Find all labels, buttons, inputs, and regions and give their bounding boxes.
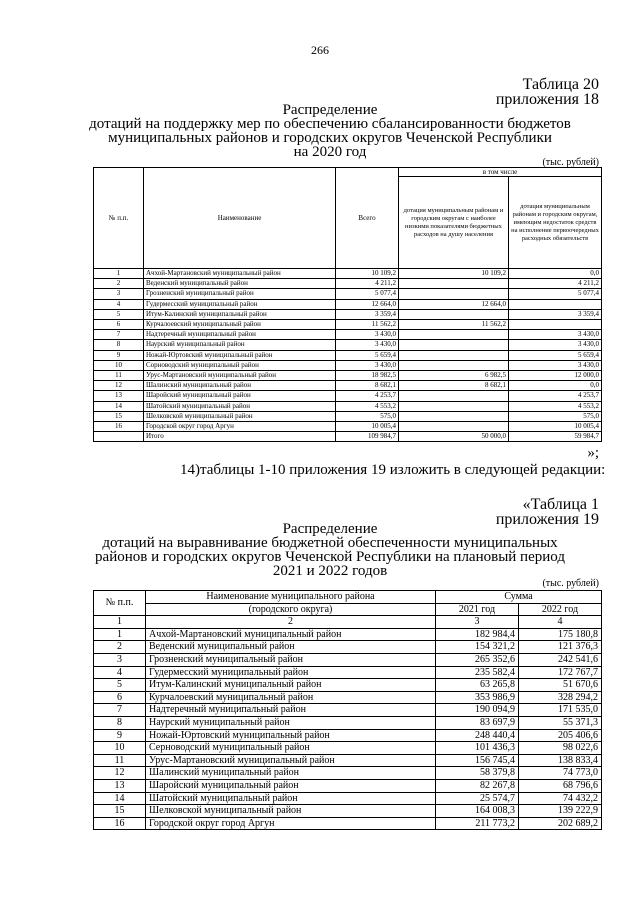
cell-col-a (399, 340, 509, 350)
cell-col-a (399, 401, 509, 411)
cell-col-b: 5 659,4 (509, 350, 602, 360)
cell-col-b: 3 430,0 (509, 330, 602, 340)
cell-num: 14 (94, 792, 146, 805)
cell-total: 109 984,7 (336, 432, 399, 442)
cell-col-b: 0,0 (509, 381, 602, 391)
cell-2021: 211 773,2 (436, 817, 519, 830)
cell-2022: 51 670,6 (519, 679, 602, 692)
table-row (94, 641, 602, 654)
cell-col-a (399, 411, 509, 421)
cell-name: Сорноводский муниципальный район (144, 360, 336, 370)
cell-col-b: 12 000,0 (509, 371, 602, 381)
cell-num: 8 (94, 716, 146, 729)
cell-2021: 156 745,4 (436, 754, 519, 767)
cell-num (94, 432, 144, 442)
table-row (94, 350, 602, 360)
cell-num: 2 (94, 279, 144, 289)
table-row (94, 422, 602, 432)
cell-name: Ножай-Юртовский муниципальный район (144, 350, 336, 360)
table-row (94, 716, 602, 729)
cell-name: Урус-Мартановский муниципальный район (144, 371, 336, 381)
cell-total: 8 682,1 (336, 381, 399, 391)
table-row (94, 691, 602, 704)
subsidy-balance-table (93, 167, 602, 442)
cell-total: 4 211,2 (336, 279, 399, 289)
cell-col-a: 11 562,2 (399, 320, 509, 330)
cell-num: 5 (94, 679, 146, 692)
cell-name: Веденский муниципальный район (146, 641, 436, 654)
cell-col-a (399, 309, 509, 319)
cell-name: Шаройский муниципальный район (146, 779, 436, 792)
table-row (94, 805, 602, 818)
cell-col-a (399, 422, 509, 432)
table-row (94, 391, 602, 401)
cell-2022: 139 222,9 (519, 805, 602, 818)
cell-num: 2 (94, 641, 146, 654)
table-label: Таблица 20 (522, 76, 599, 93)
cell-col-b: 3 430,0 (509, 360, 602, 370)
cell-name: Ножай-Юртовский муниципальный район (146, 729, 436, 742)
cell-name: Шатойский муниципальный район (144, 401, 336, 411)
section-heading: Распределение (282, 521, 378, 537)
cell-name: Шелковской муниципальный район (146, 805, 436, 818)
cell-total: 4 253,7 (336, 391, 399, 401)
cell-num: 1 (94, 628, 146, 641)
amendment-text: 14)таблицы 1-10 приложения 19 изложить в следующей редакции: (180, 462, 606, 478)
col-index: 3 (436, 616, 519, 629)
cell-2022: 172 767,7 (519, 666, 602, 679)
page-number: 266 (311, 43, 329, 57)
cell-num: 13 (94, 779, 146, 792)
cell-2022: 74 773,0 (519, 767, 602, 780)
cell-total: 12 664,0 (336, 299, 399, 309)
col-index: 4 (519, 616, 602, 629)
cell-col-b: 575,0 (509, 411, 602, 421)
cell-col-a (399, 391, 509, 401)
cell-2021: 235 582,4 (436, 666, 519, 679)
cell-num: 10 (94, 360, 144, 370)
table-label: «Таблица 1 (522, 496, 599, 513)
col-header-2021: 2021 год (436, 603, 519, 616)
cell-2022: 55 371,3 (519, 716, 602, 729)
title-line: дотаций на выравнивание бюджетной обеспеченности муниципальных (102, 535, 558, 551)
cell-total: 575,0 (336, 411, 399, 421)
cell-name: Ачхой-Мартановский муниципальный район (146, 628, 436, 641)
cell-col-b (509, 299, 602, 309)
cell-name: Шалинский муниципальный район (144, 381, 336, 391)
title-line: 2021 и 2022 годов (272, 563, 388, 579)
table-row (94, 401, 602, 411)
equalization-table (93, 590, 602, 830)
table-row (94, 628, 602, 641)
cell-num: 16 (94, 422, 144, 432)
cell-name: Ачхой-Мартановский муниципальный район (144, 269, 336, 279)
col-header-sum: Сумма (436, 591, 602, 604)
cell-total: 5 659,4 (336, 350, 399, 360)
cell-col-a: 12 664,0 (399, 299, 509, 309)
col-header-b: дотация муниципальным районам и городским округам, имеющим недостаток средств на исполнение первоочередных расходных обязательств (509, 177, 602, 269)
cell-col-b: 0,0 (509, 269, 602, 279)
table-row (94, 432, 602, 442)
cell-col-b: 5 077,4 (509, 289, 602, 299)
table-row (94, 269, 602, 279)
table-row (94, 704, 602, 717)
cell-2021: 63 265,8 (436, 679, 519, 692)
cell-num: 12 (94, 381, 144, 391)
cell-name: Гудермесский муниципальный район (144, 299, 336, 309)
cell-2021: 182 984,4 (436, 628, 519, 641)
cell-2022: 175 180,8 (519, 628, 602, 641)
cell-col-a (399, 279, 509, 289)
cell-col-a (399, 330, 509, 340)
cell-col-b: 59 984,7 (509, 432, 602, 442)
section-heading: Распределение (282, 102, 378, 118)
cell-total: 18 982,5 (336, 371, 399, 381)
cell-num: 4 (94, 666, 146, 679)
cell-name: Наурский муниципальный район (144, 340, 336, 350)
table-row (94, 309, 602, 319)
cell-num: 14 (94, 401, 144, 411)
cell-2021: 248 440,4 (436, 729, 519, 742)
cell-2021: 58 379,8 (436, 767, 519, 780)
table-row (94, 411, 602, 421)
cell-name: Итого (144, 432, 336, 442)
title-line: на 2020 год (293, 144, 367, 160)
cell-name: Серноводский муниципальный район (146, 742, 436, 755)
cell-2022: 98 022,6 (519, 742, 602, 755)
col-index: 2 (146, 616, 436, 629)
cell-name: Гудермесский муниципальный район (146, 666, 436, 679)
table-row (94, 330, 602, 340)
cell-2022: 242 541,6 (519, 653, 602, 666)
table-row (94, 279, 602, 289)
table-row (94, 360, 602, 370)
cell-2022: 74 432,2 (519, 792, 602, 805)
table-row (94, 779, 602, 792)
cell-col-a (399, 289, 509, 299)
cell-total: 3 430,0 (336, 340, 399, 350)
cell-num: 6 (94, 320, 144, 330)
col-header-name: Наименование муниципального района (146, 591, 436, 604)
cell-col-a: 50 000,0 (399, 432, 509, 442)
cell-2021: 25 574,7 (436, 792, 519, 805)
table-row (94, 320, 602, 330)
cell-num: 7 (94, 704, 146, 717)
cell-2021: 190 094,9 (436, 704, 519, 717)
cell-name: Итум-Калинский муниципальный район (144, 309, 336, 319)
title-line: муниципальных районов и городских округов Чеченской Республики (108, 130, 552, 146)
cell-num: 9 (94, 350, 144, 360)
cell-total: 3 430,0 (336, 330, 399, 340)
table-row (94, 381, 602, 391)
cell-col-a (399, 350, 509, 360)
cell-name: Шелковской муниципальный район (144, 411, 336, 421)
cell-2021: 353 986,9 (436, 691, 519, 704)
cell-col-a: 10 109,2 (399, 269, 509, 279)
cell-num: 13 (94, 391, 144, 401)
table-row (94, 754, 602, 767)
cell-2022: 205 406,6 (519, 729, 602, 742)
cell-total: 3 430,0 (336, 360, 399, 370)
title-line: дотаций на поддержку мер по обеспечению сбалансированности бюджетов (89, 116, 571, 132)
cell-num: 12 (94, 767, 146, 780)
cell-name: Городской округ город Аргун (146, 817, 436, 830)
table-row (94, 742, 602, 755)
cell-name: Веденский муниципальный район (144, 279, 336, 289)
table-row (94, 289, 602, 299)
cell-num: 15 (94, 411, 144, 421)
cell-num: 1 (94, 269, 144, 279)
table-row (94, 653, 602, 666)
title-line: районов и городских округов Чеченской Республики на плановый период (95, 549, 565, 565)
cell-name: Шаройский муниципальный район (144, 391, 336, 401)
cell-num: 11 (94, 371, 144, 381)
cell-name: Надтеречный муниципальный район (146, 704, 436, 717)
cell-col-b: 4 553,2 (509, 401, 602, 411)
cell-num: 6 (94, 691, 146, 704)
cell-name: Шалинский муниципальный район (146, 767, 436, 780)
cell-name: Курчалоевский муниципальный район (146, 691, 436, 704)
cell-2022: 68 796,6 (519, 779, 602, 792)
col-header-group: в том числе (399, 168, 602, 177)
cell-name: Итум-Калинский муниципальный район (146, 679, 436, 692)
cell-col-a (399, 360, 509, 370)
col-header-a: дотация муниципальным районам и городским округам с наиболее низкими показателями бюджетных расходов на душу населения (399, 177, 509, 269)
cell-2022: 121 376,3 (519, 641, 602, 654)
cell-2022: 328 294,2 (519, 691, 602, 704)
cell-name: Грозненский муниципальный район (146, 653, 436, 666)
table-row (94, 340, 602, 350)
cell-2021: 164 008,3 (436, 805, 519, 818)
cell-num: 16 (94, 817, 146, 830)
cell-col-a: 8 682,1 (399, 381, 509, 391)
cell-col-b (509, 320, 602, 330)
cell-name: Наурский муниципальный район (146, 716, 436, 729)
cell-2022: 171 535,0 (519, 704, 602, 717)
cell-name: Урус-Мартановский муниципальный район (146, 754, 436, 767)
col-header-name-sub: (городского округа) (146, 603, 436, 616)
units-label: (тыс. рублей) (542, 578, 599, 589)
cell-num: 3 (94, 289, 144, 299)
col-header-2022: 2022 год (519, 603, 602, 616)
cell-total: 5 077,4 (336, 289, 399, 299)
cell-name: Грозненский муниципальный район (144, 289, 336, 299)
table-row (94, 817, 602, 830)
cell-num: 8 (94, 340, 144, 350)
cell-num: 9 (94, 729, 146, 742)
cell-col-a: 6 982,5 (399, 371, 509, 381)
table-row (94, 792, 602, 805)
cell-total: 4 553,2 (336, 401, 399, 411)
appendix-label: приложения 19 (495, 511, 599, 528)
cell-num: 11 (94, 754, 146, 767)
cell-total: 3 359,4 (336, 309, 399, 319)
cell-2021: 101 436,3 (436, 742, 519, 755)
closing-quote: »; (587, 445, 599, 461)
table-row (94, 371, 602, 381)
cell-2021: 265 352,6 (436, 653, 519, 666)
units-label: (тыс. рублей) (542, 157, 599, 168)
table-row (94, 767, 602, 780)
cell-2022: 202 689,2 (519, 817, 602, 830)
cell-col-b: 10 005,4 (509, 422, 602, 432)
cell-num: 3 (94, 653, 146, 666)
cell-2021: 154 321,2 (436, 641, 519, 654)
col-header-total: Всего (336, 168, 399, 269)
cell-name: Курчалоевский муниципальный район (144, 320, 336, 330)
cell-name: Шатойский муниципальный район (146, 792, 436, 805)
table-row (94, 666, 602, 679)
table-row (94, 679, 602, 692)
col-header-num: № п.п. (94, 591, 146, 616)
table-row (94, 729, 602, 742)
cell-2021: 83 697,9 (436, 716, 519, 729)
appendix-label: приложения 18 (495, 91, 599, 108)
cell-col-b: 4 211,2 (509, 279, 602, 289)
cell-num: 5 (94, 309, 144, 319)
col-header-num: № п.п. (94, 168, 144, 269)
col-header-name: Наименование (144, 168, 336, 269)
cell-col-b: 3 359,4 (509, 309, 602, 319)
cell-num: 7 (94, 330, 144, 340)
cell-num: 4 (94, 299, 144, 309)
col-index: 1 (94, 616, 146, 629)
cell-name: Надтеречный муниципальный район (144, 330, 336, 340)
cell-2021: 82 267,8 (436, 779, 519, 792)
cell-num: 15 (94, 805, 146, 818)
cell-num: 10 (94, 742, 146, 755)
cell-col-b: 4 253,7 (509, 391, 602, 401)
cell-col-b: 3 430,0 (509, 340, 602, 350)
cell-total: 11 562,2 (336, 320, 399, 330)
cell-total: 10 109,2 (336, 269, 399, 279)
cell-total: 10 005,4 (336, 422, 399, 432)
cell-name: Городской округ город Аргун (144, 422, 336, 432)
cell-2022: 138 833,4 (519, 754, 602, 767)
table-row (94, 299, 602, 309)
